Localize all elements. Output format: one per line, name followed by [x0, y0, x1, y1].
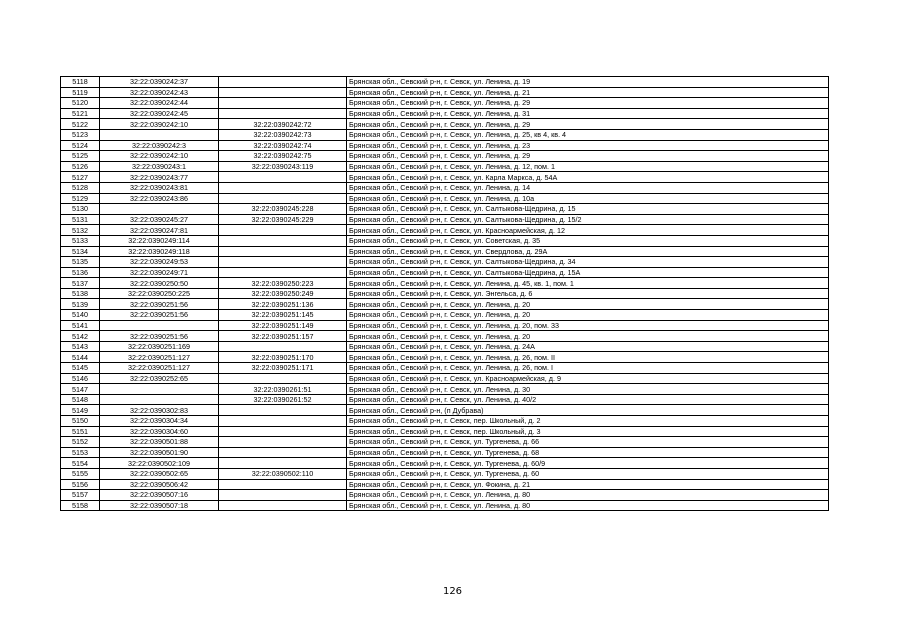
- table-row: [61, 267, 829, 278]
- linked-cadastral-number-cell: [219, 490, 347, 501]
- row-number-cell: 5133: [61, 235, 100, 246]
- row-number-cell: 5151: [61, 426, 100, 437]
- cadastral-number-cell: 32:22:0390506:42: [100, 479, 219, 490]
- linked-cadastral-number-cell: 32:22:0390245:229: [219, 214, 347, 225]
- address-cell: Брянская обл., Севский р-н, г. Севск, ул. Ленина, д. 20: [347, 299, 829, 310]
- linked-cadastral-number-cell: 32:22:0390250:249: [219, 288, 347, 299]
- address-cell: Брянская обл., Севский р-н, г. Севск, ул. Карла Маркса, д. 54А: [347, 172, 829, 183]
- address-cell: Брянская обл., Севский р-н, г. Севск, ул. Ленина, д. 10а: [347, 193, 829, 204]
- linked-cadastral-number-cell: 32:22:0390242:74: [219, 140, 347, 151]
- cadastral-number-cell: 32:22:0390304:60: [100, 426, 219, 437]
- table-row: [61, 129, 829, 140]
- linked-cadastral-number-cell: [219, 426, 347, 437]
- linked-cadastral-number-cell: 32:22:0390245:228: [219, 204, 347, 215]
- cadastral-number-cell: 32:22:0390250:225: [100, 288, 219, 299]
- address-cell: Брянская обл., Севский р-н, г. Севск, ул. Тургенева, д. 60/9: [347, 458, 829, 469]
- linked-cadastral-number-cell: [219, 405, 347, 416]
- row-number-cell: 5143: [61, 341, 100, 352]
- linked-cadastral-number-cell: [219, 447, 347, 458]
- row-number-cell: 5125: [61, 151, 100, 162]
- cadastral-number-cell: 32:22:0390507:16: [100, 490, 219, 501]
- table-row: [61, 490, 829, 501]
- row-number-cell: 5123: [61, 129, 100, 140]
- cadastral-number-cell: 32:22:0390302:83: [100, 405, 219, 416]
- linked-cadastral-number-cell: [219, 246, 347, 257]
- table-row: [61, 500, 829, 511]
- linked-cadastral-number-cell: [219, 108, 347, 119]
- cadastral-number-cell: 32:22:0390250:50: [100, 278, 219, 289]
- row-number-cell: 5145: [61, 363, 100, 374]
- table-row: [61, 320, 829, 331]
- cadastral-number-cell: 32:22:0390502:109: [100, 458, 219, 469]
- address-cell: Брянская обл., Севский р-н, г. Севск, ул. Ленина, д. 45, кв. 1, пом. 1: [347, 278, 829, 289]
- row-number-cell: 5150: [61, 416, 100, 427]
- linked-cadastral-number-cell: [219, 87, 347, 98]
- row-number-cell: 5118: [61, 77, 100, 88]
- cadastral-number-cell: 32:22:0390243:77: [100, 172, 219, 183]
- row-number-cell: 5124: [61, 140, 100, 151]
- cadastral-number-cell: 32:22:0390242:10: [100, 151, 219, 162]
- table-row: [61, 299, 829, 310]
- address-cell: Брянская обл., Севский р-н, г. Севск, пер. Школьный, д. 2: [347, 416, 829, 427]
- cadastral-number-cell: [100, 320, 219, 331]
- address-cell: Брянская обл., Севский р-н, г. Севск, ул. Ленина, д. 23: [347, 140, 829, 151]
- cadastral-number-cell: 32:22:0390243:86: [100, 193, 219, 204]
- table-row: [61, 151, 829, 162]
- row-number-cell: 5149: [61, 405, 100, 416]
- address-cell: Брянская обл., Севский р-н, г. Севск, ул. Ленина, д. 21: [347, 87, 829, 98]
- table-row: [61, 77, 829, 88]
- table-row: [61, 331, 829, 342]
- table-row: [61, 458, 829, 469]
- address-cell: Брянская обл., Севский р-н, г. Севск, ул. Ленина, д. 80: [347, 500, 829, 511]
- linked-cadastral-number-cell: 32:22:0390251:171: [219, 363, 347, 374]
- cadastral-number-cell: 32:22:0390251:169: [100, 341, 219, 352]
- table-row: [61, 384, 829, 395]
- linked-cadastral-number-cell: [219, 257, 347, 268]
- cadastral-number-cell: 32:22:0390251:127: [100, 363, 219, 374]
- cadastral-number-cell: 32:22:0390501:88: [100, 437, 219, 448]
- linked-cadastral-number-cell: [219, 267, 347, 278]
- address-cell: Брянская обл., Севский р-н, г. Севск, ул. Ленина, д. 29: [347, 151, 829, 162]
- table-row: [61, 119, 829, 130]
- address-cell: Брянская обл., Севский р-н, г. Севск, ул. Тургенева, д. 60: [347, 468, 829, 479]
- cadastral-number-cell: 32:22:0390249:118: [100, 246, 219, 257]
- address-cell: Брянская обл., Севский р-н, (п Дубрава): [347, 405, 829, 416]
- linked-cadastral-number-cell: 32:22:0390243:119: [219, 161, 347, 172]
- address-cell: Брянская обл., Севский р-н, г. Севск, ул. Ленина, д. 12, пом. 1: [347, 161, 829, 172]
- row-number-cell: 5147: [61, 384, 100, 395]
- row-number-cell: 5121: [61, 108, 100, 119]
- linked-cadastral-number-cell: 32:22:0390502:110: [219, 468, 347, 479]
- linked-cadastral-number-cell: [219, 225, 347, 236]
- linked-cadastral-number-cell: 32:22:0390251:157: [219, 331, 347, 342]
- row-number-cell: 5137: [61, 278, 100, 289]
- row-number-cell: 5132: [61, 225, 100, 236]
- address-cell: Брянская обл., Севский р-н, г. Севск, ул. Ленина, д. 19: [347, 77, 829, 88]
- linked-cadastral-number-cell: 32:22:0390251:136: [219, 299, 347, 310]
- linked-cadastral-number-cell: 32:22:0390242:72: [219, 119, 347, 130]
- address-cell: Брянская обл., Севский р-н, г. Севск, ул. Ленина, д. 80: [347, 490, 829, 501]
- linked-cadastral-number-cell: [219, 98, 347, 109]
- table-row: [61, 161, 829, 172]
- row-number-cell: 5140: [61, 310, 100, 321]
- cadastral-number-cell: 32:22:0390251:56: [100, 299, 219, 310]
- address-cell: Брянская обл., Севский р-н, г. Севск, ул. Ленина, д. 25, кв 4, кв. 4: [347, 129, 829, 140]
- table-row: [61, 394, 829, 405]
- cadastral-number-cell: 32:22:0390242:37: [100, 77, 219, 88]
- address-cell: Брянская обл., Севский р-н, г. Севск, ул. Салтыкова-Щедрина, д. 34: [347, 257, 829, 268]
- row-number-cell: 5129: [61, 193, 100, 204]
- row-number-cell: 5141: [61, 320, 100, 331]
- address-cell: Брянская обл., Севский р-н, г. Севск, ул. Ленина, д. 40/2: [347, 394, 829, 405]
- cadastral-number-cell: [100, 204, 219, 215]
- registry-table: [60, 76, 829, 511]
- linked-cadastral-number-cell: [219, 373, 347, 384]
- linked-cadastral-number-cell: [219, 193, 347, 204]
- row-number-cell: 5146: [61, 373, 100, 384]
- cadastral-number-cell: 32:22:0390242:43: [100, 87, 219, 98]
- linked-cadastral-number-cell: 32:22:0390250:223: [219, 278, 347, 289]
- table-row: [61, 225, 829, 236]
- table-row: [61, 341, 829, 352]
- linked-cadastral-number-cell: 32:22:0390251:145: [219, 310, 347, 321]
- address-cell: Брянская обл., Севский р-н, г. Севск, ул. Ленина, д. 26, пом. I: [347, 363, 829, 374]
- linked-cadastral-number-cell: [219, 172, 347, 183]
- row-number-cell: 5157: [61, 490, 100, 501]
- address-cell: Брянская обл., Севский р-н, г. Севск, ул. Ленина, д. 14: [347, 182, 829, 193]
- address-cell: Брянская обл., Севский р-н, г. Севск, ул. Красноармейская, д. 12: [347, 225, 829, 236]
- linked-cadastral-number-cell: [219, 416, 347, 427]
- table-row: [61, 204, 829, 215]
- cadastral-number-cell: 32:22:0390501:90: [100, 447, 219, 458]
- registry-table-body: [61, 77, 829, 511]
- cadastral-number-cell: 32:22:0390243:81: [100, 182, 219, 193]
- row-number-cell: 5120: [61, 98, 100, 109]
- linked-cadastral-number-cell: 32:22:0390251:149: [219, 320, 347, 331]
- address-cell: Брянская обл., Севский р-н, г. Севск, ул. Ленина, д. 24А: [347, 341, 829, 352]
- table-row: [61, 257, 829, 268]
- row-number-cell: 5148: [61, 394, 100, 405]
- table-row: [61, 235, 829, 246]
- row-number-cell: 5126: [61, 161, 100, 172]
- address-cell: Брянская обл., Севский р-н, г. Севск, ул. Салтыкова-Щедрина, д. 15: [347, 204, 829, 215]
- linked-cadastral-number-cell: 32:22:0390242:75: [219, 151, 347, 162]
- table-row: [61, 310, 829, 321]
- linked-cadastral-number-cell: 32:22:0390242:73: [219, 129, 347, 140]
- cadastral-number-cell: 32:22:0390249:71: [100, 267, 219, 278]
- address-cell: Брянская обл., Севский р-н, г. Севск, ул. Тургенева, д. 66: [347, 437, 829, 448]
- linked-cadastral-number-cell: [219, 479, 347, 490]
- table-row: [61, 479, 829, 490]
- cadastral-number-cell: 32:22:0390249:114: [100, 235, 219, 246]
- address-cell: Брянская обл., Севский р-н, г. Севск, ул. Ленина, д. 29: [347, 98, 829, 109]
- cadastral-number-cell: 32:22:0390249:53: [100, 257, 219, 268]
- address-cell: Брянская обл., Севский р-н, г. Севск, ул. Свердлова, д. 29А: [347, 246, 829, 257]
- address-cell: Брянская обл., Севский р-н, г. Севск, ул. Ленина, д. 26, пом. II: [347, 352, 829, 363]
- cadastral-number-cell: 32:22:0390252:65: [100, 373, 219, 384]
- row-number-cell: 5156: [61, 479, 100, 490]
- linked-cadastral-number-cell: 32:22:0390261:51: [219, 384, 347, 395]
- row-number-cell: 5135: [61, 257, 100, 268]
- linked-cadastral-number-cell: [219, 437, 347, 448]
- table-row: [61, 108, 829, 119]
- cadastral-number-cell: 32:22:0390242:45: [100, 108, 219, 119]
- row-number-cell: 5128: [61, 182, 100, 193]
- address-cell: Брянская обл., Севский р-н, г. Севск, ул. Тургенева, д. 68: [347, 447, 829, 458]
- cadastral-number-cell: 32:22:0390242:3: [100, 140, 219, 151]
- address-cell: Брянская обл., Севский р-н, г. Севск, ул. Фокина, д. 21: [347, 479, 829, 490]
- cadastral-number-cell: 32:22:0390251:127: [100, 352, 219, 363]
- table-row: [61, 405, 829, 416]
- row-number-cell: 5142: [61, 331, 100, 342]
- table-row: [61, 87, 829, 98]
- address-cell: Брянская обл., Севский р-н, г. Севск, пер. Школьный, д. 3: [347, 426, 829, 437]
- address-cell: Брянская обл., Севский р-н, г. Севск, ул. Энгельса, д. 6: [347, 288, 829, 299]
- row-number-cell: 5138: [61, 288, 100, 299]
- address-cell: Брянская обл., Севский р-н, г. Севск, ул. Ленина, д. 20, пом. 33: [347, 320, 829, 331]
- cadastral-number-cell: 32:22:0390245:27: [100, 214, 219, 225]
- row-number-cell: 5153: [61, 447, 100, 458]
- address-cell: Брянская обл., Севский р-н, г. Севск, ул. Ленина, д. 30: [347, 384, 829, 395]
- table-row: [61, 140, 829, 151]
- row-number-cell: 5119: [61, 87, 100, 98]
- linked-cadastral-number-cell: [219, 182, 347, 193]
- linked-cadastral-number-cell: 32:22:0390251:170: [219, 352, 347, 363]
- cadastral-number-cell: 32:22:0390251:56: [100, 331, 219, 342]
- cadastral-number-cell: 32:22:0390304:34: [100, 416, 219, 427]
- row-number-cell: 5152: [61, 437, 100, 448]
- row-number-cell: 5122: [61, 119, 100, 130]
- row-number-cell: 5127: [61, 172, 100, 183]
- table-row: [61, 352, 829, 363]
- linked-cadastral-number-cell: [219, 77, 347, 88]
- table-row: [61, 278, 829, 289]
- cadastral-number-cell: 32:22:0390243:1: [100, 161, 219, 172]
- cadastral-number-cell: 32:22:0390247:81: [100, 225, 219, 236]
- address-cell: Брянская обл., Севский р-н, г. Севск, ул. Ленина, д. 29: [347, 119, 829, 130]
- table-row: [61, 416, 829, 427]
- address-cell: Брянская обл., Севский р-н, г. Севск, ул. Салтыкова-Щедрина, д. 15/2: [347, 214, 829, 225]
- row-number-cell: 5144: [61, 352, 100, 363]
- page-number: 126: [442, 586, 463, 597]
- cadastral-number-cell: 32:22:0390242:44: [100, 98, 219, 109]
- cadastral-number-cell: [100, 384, 219, 395]
- address-cell: Брянская обл., Севский р-н, г. Севск, ул. Ленина, д. 31: [347, 108, 829, 119]
- table-row: [61, 98, 829, 109]
- cadastral-number-cell: 32:22:0390242:10: [100, 119, 219, 130]
- linked-cadastral-number-cell: [219, 458, 347, 469]
- linked-cadastral-number-cell: [219, 500, 347, 511]
- table-row: [61, 447, 829, 458]
- cadastral-number-cell: [100, 129, 219, 140]
- table-row: [61, 246, 829, 257]
- table-row: [61, 172, 829, 183]
- table-row: [61, 182, 829, 193]
- linked-cadastral-number-cell: [219, 235, 347, 246]
- table-row: [61, 214, 829, 225]
- address-cell: Брянская обл., Севский р-н, г. Севск, ул. Салтыкова-Щедрина, д. 15А: [347, 267, 829, 278]
- cadastral-number-cell: 32:22:0390502:65: [100, 468, 219, 479]
- row-number-cell: 5155: [61, 468, 100, 479]
- linked-cadastral-number-cell: 32:22:0390261:52: [219, 394, 347, 405]
- table-row: [61, 437, 829, 448]
- cadastral-number-cell: 32:22:0390507:18: [100, 500, 219, 511]
- table-row: [61, 363, 829, 374]
- address-cell: Брянская обл., Севский р-н, г. Севск, ул. Советская, д. 35: [347, 235, 829, 246]
- row-number-cell: 5134: [61, 246, 100, 257]
- address-cell: Брянская обл., Севский р-н, г. Севск, ул. Ленина, д. 20: [347, 331, 829, 342]
- table-row: [61, 288, 829, 299]
- linked-cadastral-number-cell: [219, 341, 347, 352]
- table-row: [61, 468, 829, 479]
- address-cell: Брянская обл., Севский р-н, г. Севск, ул. Ленина, д. 20: [347, 310, 829, 321]
- row-number-cell: 5136: [61, 267, 100, 278]
- row-number-cell: 5158: [61, 500, 100, 511]
- cadastral-number-cell: 32:22:0390251:56: [100, 310, 219, 321]
- row-number-cell: 5139: [61, 299, 100, 310]
- row-number-cell: 5130: [61, 204, 100, 215]
- row-number-cell: 5154: [61, 458, 100, 469]
- table-row: [61, 426, 829, 437]
- address-cell: Брянская обл., Севский р-н, г. Севск, ул. Красноармейская, д. 9: [347, 373, 829, 384]
- table-row: [61, 193, 829, 204]
- cadastral-number-cell: [100, 394, 219, 405]
- row-number-cell: 5131: [61, 214, 100, 225]
- table-row: [61, 373, 829, 384]
